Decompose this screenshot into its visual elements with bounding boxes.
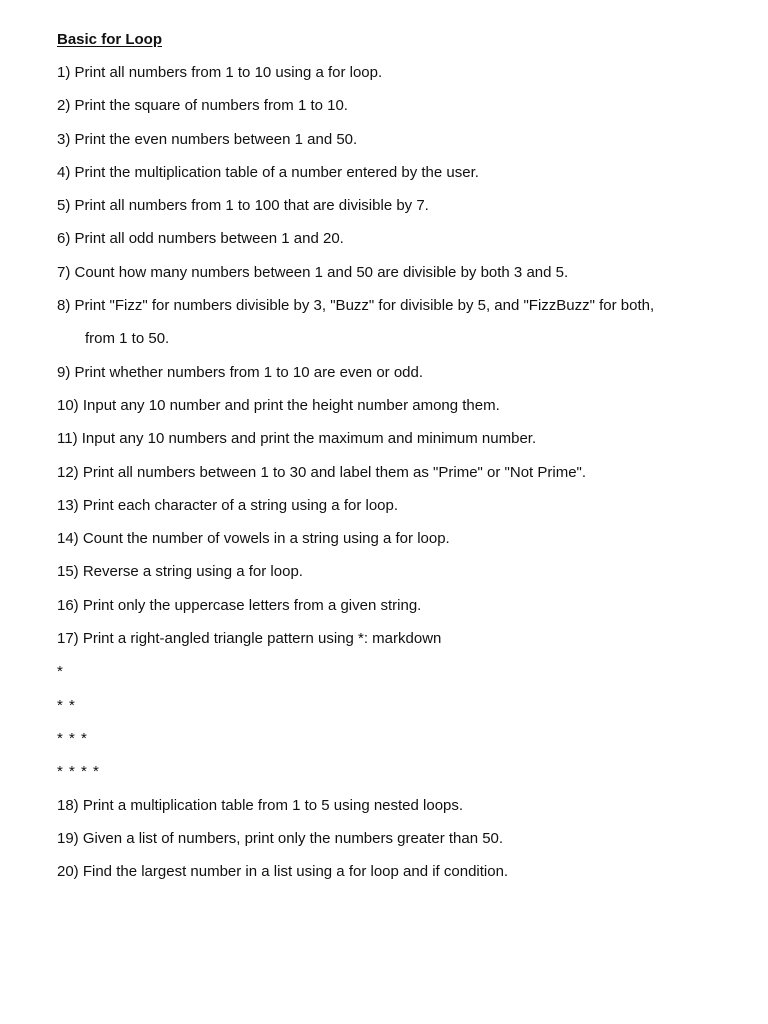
exercise-4: 4) Print the multiplication table of a number entered by the user. (57, 163, 479, 181)
exercise-3: 3) Print the even numbers between 1 and 50. (57, 130, 358, 148)
exercise-10: 10) Input any 10 number and print the height number among them. (57, 396, 500, 414)
exercise-15: 15) Reverse a string using a for loop. (57, 563, 303, 581)
exercise-16: 16) Print only the uppercase letters from a given string. (57, 596, 422, 614)
exercise-11: 11) Input any 10 numbers and print the maximum and minimum number. (57, 430, 537, 448)
triangle-pattern-row-2: * * (57, 696, 76, 714)
exercise-7: 7) Count how many numbers between 1 and 50 are divisible by both 3 and 5. (57, 263, 569, 281)
exercise-8: 8) Print "Fizz" for numbers divisible by 3, "Buzz" for divisible by 5, and "FizzBuzz" for both, (57, 297, 655, 315)
exercise-1: 1) Print all numbers from 1 to 10 using a for loop. (57, 64, 383, 81)
exercise-12: 12) Print all numbers between 1 to 30 and label them as "Prime" or "Not Prime". (57, 463, 587, 481)
exercise-2: 2) Print the square of numbers from 1 to 10. (57, 97, 348, 115)
exercise-list (57, 63, 747, 895)
exercise-20: 20) Find the largest number in a list using a for loop and if condition. (57, 863, 509, 881)
exercise-13: 13) Print each character of a string using a for loop. (57, 496, 399, 514)
exercise-17: 17) Print a right-angled triangle pattern using *: markdown (57, 630, 442, 648)
exercise-14: 14) Count the number of vowels in a string using a for loop. (57, 530, 450, 548)
exercise-9: 9) Print whether numbers from 1 to 10 are even or odd. (57, 363, 424, 381)
exercise-8-continuation: from 1 to 50. (85, 330, 170, 348)
triangle-pattern-row-4: * * * * (57, 763, 100, 781)
triangle-pattern-row-3: * * * (57, 729, 88, 747)
exercise-6: 6) Print all odd numbers between 1 and 20. (57, 230, 344, 248)
exercise-18: 18) Print a multiplication table from 1 to 5 using nested loops. (57, 796, 464, 814)
triangle-pattern-row-1: * (57, 663, 64, 681)
exercise-19: 19) Given a list of numbers, print only the numbers greater than 50. (57, 829, 504, 847)
document-title: Basic for Loop (57, 31, 163, 48)
exercise-5: 5) Print all numbers from 1 to 100 that are divisible by 7. (57, 197, 429, 215)
